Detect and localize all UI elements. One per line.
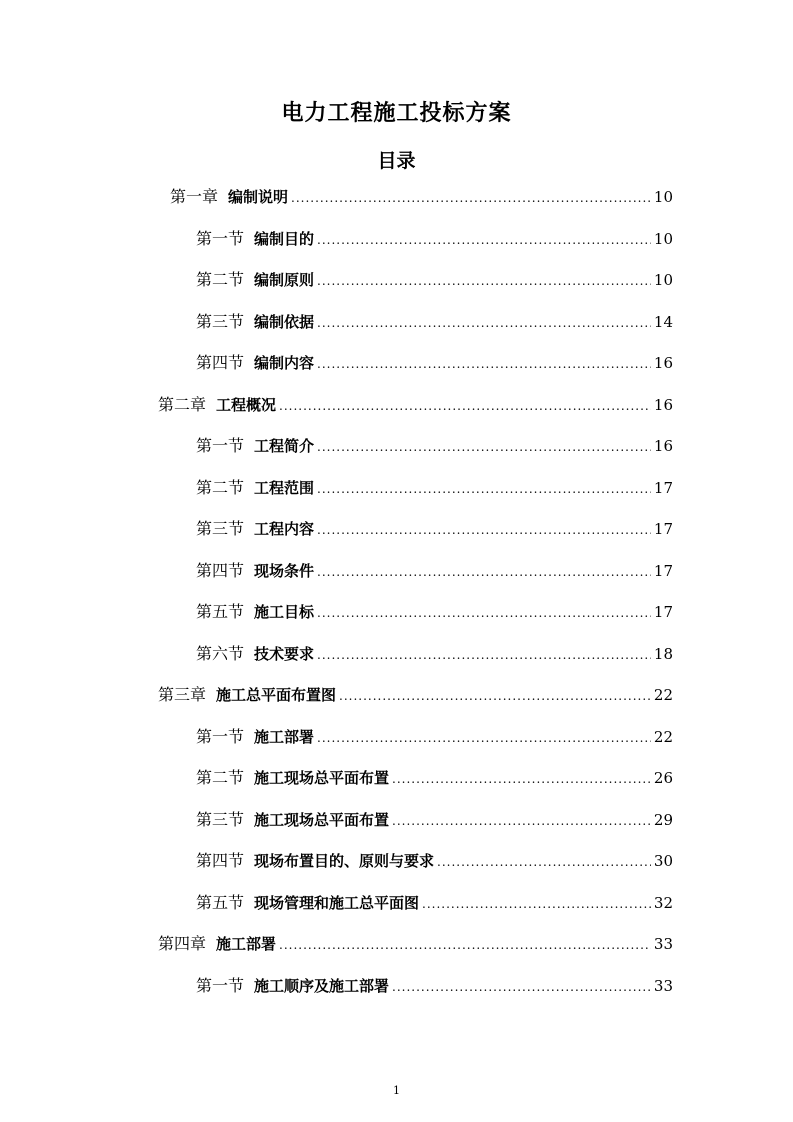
toc-section-entry[interactable] xyxy=(196,516,673,542)
toc-entry-page: 16 xyxy=(653,395,673,414)
page-number: 1 xyxy=(393,1084,400,1097)
toc-entry-page: 16 xyxy=(653,354,673,372)
toc-entry-number: 第五节 xyxy=(196,602,245,621)
toc-entry-title: 工程内容 xyxy=(254,520,315,538)
toc-section-entry[interactable] xyxy=(196,890,673,916)
toc-section-entry[interactable] xyxy=(196,309,673,335)
toc-entry-title: 工程简介 xyxy=(254,437,315,455)
toc-dot-leader xyxy=(291,185,651,211)
toc-entry-number: 第四节 xyxy=(196,353,245,372)
toc-entry-page: 30 xyxy=(653,852,673,870)
toc-entry-title: 工程范围 xyxy=(254,478,315,497)
toc-dot-leader xyxy=(317,351,651,377)
toc-entry-page: 14 xyxy=(653,312,673,331)
toc-section-entry[interactable] xyxy=(196,973,673,999)
toc-entry-page: 33 xyxy=(653,935,673,953)
toc-chapter-entry[interactable] xyxy=(158,392,673,418)
toc-dot-leader xyxy=(317,600,651,626)
toc-entry-number: 第四节 xyxy=(196,851,245,870)
toc-entry-number: 第三章 xyxy=(158,685,207,704)
toc-dot-leader xyxy=(392,766,651,792)
toc-entry-page: 17 xyxy=(653,478,673,497)
toc-entry-title: 编制目的 xyxy=(254,229,315,248)
toc-entry-page: 22 xyxy=(653,686,673,704)
toc-entry-number: 第一节 xyxy=(196,436,245,455)
toc-section-entry[interactable] xyxy=(196,475,673,501)
toc-section-entry[interactable] xyxy=(196,724,673,750)
toc-entry-number: 第一节 xyxy=(196,726,245,746)
toc-dot-leader xyxy=(392,808,651,834)
toc-entry-title: 工程概况 xyxy=(216,395,277,414)
toc-dot-leader xyxy=(317,517,651,543)
toc-entry-title: 施工目标 xyxy=(254,603,315,621)
toc-dot-leader xyxy=(317,310,651,336)
toc-entry-page: 16 xyxy=(653,437,673,455)
toc-entry-title: 施工现场总平面布置 xyxy=(254,810,390,829)
toc-entry-title: 现场条件 xyxy=(254,561,315,580)
toc-section-entry[interactable] xyxy=(196,226,673,252)
toc-entry-page: 17 xyxy=(653,520,673,538)
toc-section-entry[interactable] xyxy=(196,599,673,625)
toc-dot-leader xyxy=(317,434,651,460)
toc-dot-leader xyxy=(317,227,651,253)
toc-entry-title: 施工顺序及施工部署 xyxy=(254,976,390,995)
toc-heading: 目录 xyxy=(377,150,416,172)
toc-entry-number: 第二节 xyxy=(196,270,245,289)
toc-entry-number: 第三节 xyxy=(196,809,245,829)
toc-entry-number: 第一节 xyxy=(196,975,245,995)
toc-dot-leader xyxy=(317,725,651,751)
toc-dot-leader xyxy=(317,268,651,294)
toc-entry-number: 第三节 xyxy=(196,519,245,538)
toc-entry-page: 33 xyxy=(653,976,673,995)
toc-dot-leader xyxy=(317,476,651,502)
toc-entry-number: 第二章 xyxy=(158,394,207,414)
toc-entry-title: 施工现场总平面布置 xyxy=(254,769,390,787)
toc-dot-leader xyxy=(317,559,651,585)
toc-entry-page: 10 xyxy=(653,271,673,289)
toc-dot-leader xyxy=(279,932,651,958)
toc-chapter-entry[interactable] xyxy=(170,184,673,210)
toc-entry-page: 26 xyxy=(653,769,673,787)
toc-entry-page: 29 xyxy=(653,810,673,829)
toc-section-entry[interactable] xyxy=(196,350,673,376)
toc-chapter-entry[interactable] xyxy=(158,931,673,957)
toc-entry-page: 10 xyxy=(653,188,673,206)
toc-entry-title: 编制内容 xyxy=(254,354,315,372)
toc-section-entry[interactable] xyxy=(196,558,673,584)
toc-entry-title: 施工总平面布置图 xyxy=(216,686,337,704)
toc-entry-number: 第一节 xyxy=(196,228,245,248)
toc-entry-title: 现场布置目的、原则与要求 xyxy=(254,852,435,870)
toc-entry-title: 现场管理和施工总平面图 xyxy=(254,893,420,912)
toc-entry-title: 编制依据 xyxy=(254,312,315,331)
toc-entry-number: 第四节 xyxy=(196,560,245,580)
toc-dot-leader xyxy=(392,974,651,1000)
toc-dot-leader xyxy=(317,642,651,668)
toc-dot-leader xyxy=(422,891,651,917)
toc-section-entry[interactable] xyxy=(196,433,673,459)
toc-section-entry[interactable] xyxy=(196,848,673,874)
toc-entry-page: 17 xyxy=(653,561,673,580)
toc-dot-leader xyxy=(437,849,651,875)
toc-entry-title: 编制说明 xyxy=(228,188,289,206)
document-title: 电力工程施工投标方案 xyxy=(281,101,512,126)
toc-entry-number: 第五节 xyxy=(196,892,245,912)
toc-entry-title: 施工部署 xyxy=(216,935,277,953)
toc-chapter-entry[interactable] xyxy=(158,682,673,708)
toc-entry-number: 第三节 xyxy=(196,311,245,331)
toc-dot-leader xyxy=(339,683,651,709)
toc-entry-title: 技术要求 xyxy=(254,644,315,663)
toc-entry-page: 10 xyxy=(653,229,673,248)
toc-entry-number: 第二节 xyxy=(196,477,245,497)
toc-section-entry[interactable] xyxy=(196,641,673,667)
toc-section-entry[interactable] xyxy=(196,267,673,293)
toc-entry-page: 22 xyxy=(653,727,673,746)
toc-entry-page: 32 xyxy=(653,893,673,912)
toc-section-entry[interactable] xyxy=(196,807,673,833)
toc-dot-leader xyxy=(279,393,651,419)
toc-entry-number: 第一章 xyxy=(170,187,219,206)
toc-section-entry[interactable] xyxy=(196,765,673,791)
toc-entry-title: 编制原则 xyxy=(254,271,315,289)
toc-entry-page: 17 xyxy=(653,603,673,621)
toc-entry-page: 18 xyxy=(653,644,673,663)
toc-entry-number: 第二节 xyxy=(196,768,245,787)
toc-entry-title: 施工部署 xyxy=(254,727,315,746)
toc-entry-number: 第四章 xyxy=(158,934,207,953)
toc-entry-number: 第六节 xyxy=(196,643,245,663)
